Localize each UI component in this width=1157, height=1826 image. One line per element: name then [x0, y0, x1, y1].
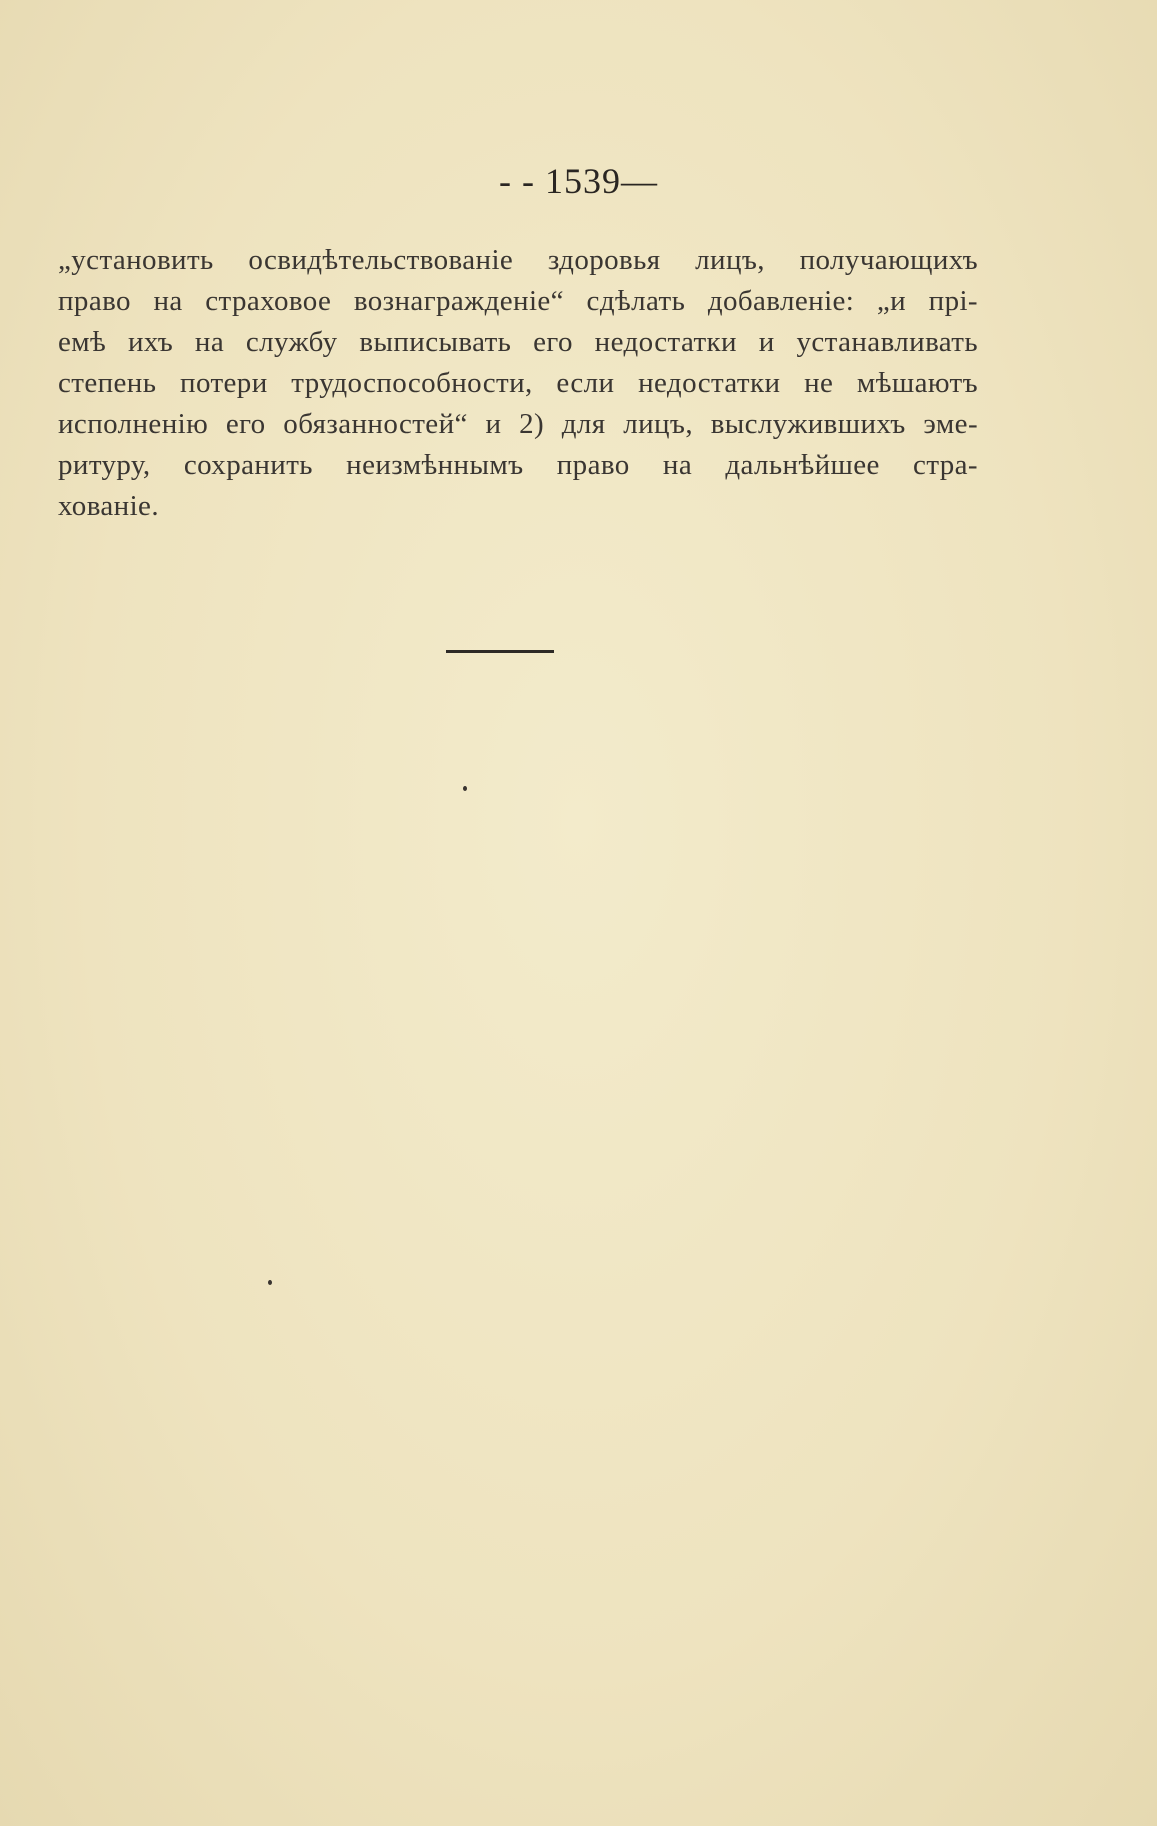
- body-paragraph: [58, 240, 978, 527]
- text-line: емѣ ихъ на службу выписывать его недостатки и устанавливать: [58, 326, 978, 358]
- text-line: степень потери трудоспособности, если недостатки не мѣшаютъ: [58, 367, 978, 399]
- text-line: хованіе.: [58, 490, 159, 522]
- page-number: - - 1539—: [499, 161, 658, 201]
- ink-speck: [268, 1280, 272, 1285]
- text-line: „установить освидѣтельствованіе здоровья лицъ, получающихъ: [58, 244, 978, 276]
- section-separator-rule: [446, 650, 554, 653]
- text-line: ритуру, сохранить неизмѣннымъ право на дальнѣйшее стра-: [58, 449, 978, 481]
- text-line: исполненію его обязанностей“ и 2) для лицъ, выслужившихъ эме-: [58, 408, 978, 440]
- ink-speck: [463, 786, 467, 791]
- text-line: право на страховое вознагражденіе“ сдѣлать добавленіе: „и прі-: [58, 285, 978, 317]
